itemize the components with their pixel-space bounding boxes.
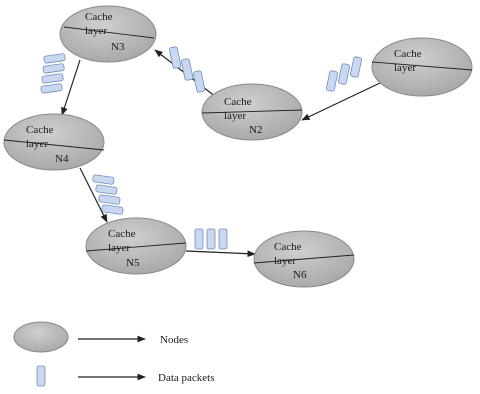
legend-nodes-label: Nodes	[160, 334, 189, 346]
node-n4	[4, 114, 104, 170]
layer-label: layer	[26, 138, 48, 150]
data-packet	[43, 63, 65, 73]
data-packet	[42, 73, 64, 83]
data-packet	[195, 229, 203, 249]
cache-label: Cache	[274, 241, 302, 253]
layer-label: layer	[108, 242, 130, 254]
layer-label: layer	[394, 62, 416, 74]
data-packet	[41, 83, 63, 93]
cache-label: Cache	[85, 11, 113, 23]
node-id-label: N3	[111, 41, 125, 53]
legend-packet-icon	[37, 366, 45, 386]
data-packet	[207, 229, 215, 249]
node-id-label: N4	[55, 153, 69, 165]
data-packet	[96, 185, 118, 195]
data-packet	[93, 175, 115, 185]
node-n6	[254, 231, 354, 287]
layer-label: layer	[85, 25, 107, 37]
packets-n1-n2	[326, 56, 362, 91]
legend	[14, 322, 215, 386]
layer-label: layer	[224, 110, 246, 122]
edge-n1-n2	[302, 83, 380, 120]
cache-label: Cache	[108, 228, 136, 240]
packets-n5-n6	[195, 229, 227, 249]
data-packet	[338, 63, 350, 84]
node-ellipse	[4, 114, 104, 170]
packets-n4-n5	[93, 175, 124, 215]
data-packet	[102, 205, 124, 215]
packets-n2-n3	[169, 46, 205, 92]
packets-near-n3	[41, 53, 66, 93]
node-id-label: N6	[293, 269, 307, 281]
data-packet	[181, 58, 193, 80]
data-packet	[193, 70, 205, 92]
edge-n3-n4	[62, 60, 80, 115]
node-id-label: N5	[126, 257, 140, 269]
data-packet	[219, 229, 227, 249]
data-packet	[326, 70, 338, 91]
legend-packets-label: Data packets	[158, 372, 215, 384]
node-n1	[372, 38, 472, 96]
data-packet	[169, 46, 181, 68]
node-ellipse	[372, 38, 472, 96]
data-packet	[350, 56, 362, 77]
edge-n5-n6	[186, 251, 255, 254]
node-id-label: N2	[249, 124, 263, 136]
cache-label: Cache	[224, 96, 252, 108]
cache-label: Cache	[26, 124, 54, 136]
node-n3	[60, 6, 156, 62]
cache-label: Cache	[394, 48, 422, 60]
legend-node-icon	[14, 322, 68, 352]
data-packet	[44, 53, 66, 63]
data-packet	[99, 195, 121, 205]
node-n5	[86, 218, 186, 274]
node-n2	[202, 84, 302, 140]
layer-label: layer	[274, 255, 296, 267]
